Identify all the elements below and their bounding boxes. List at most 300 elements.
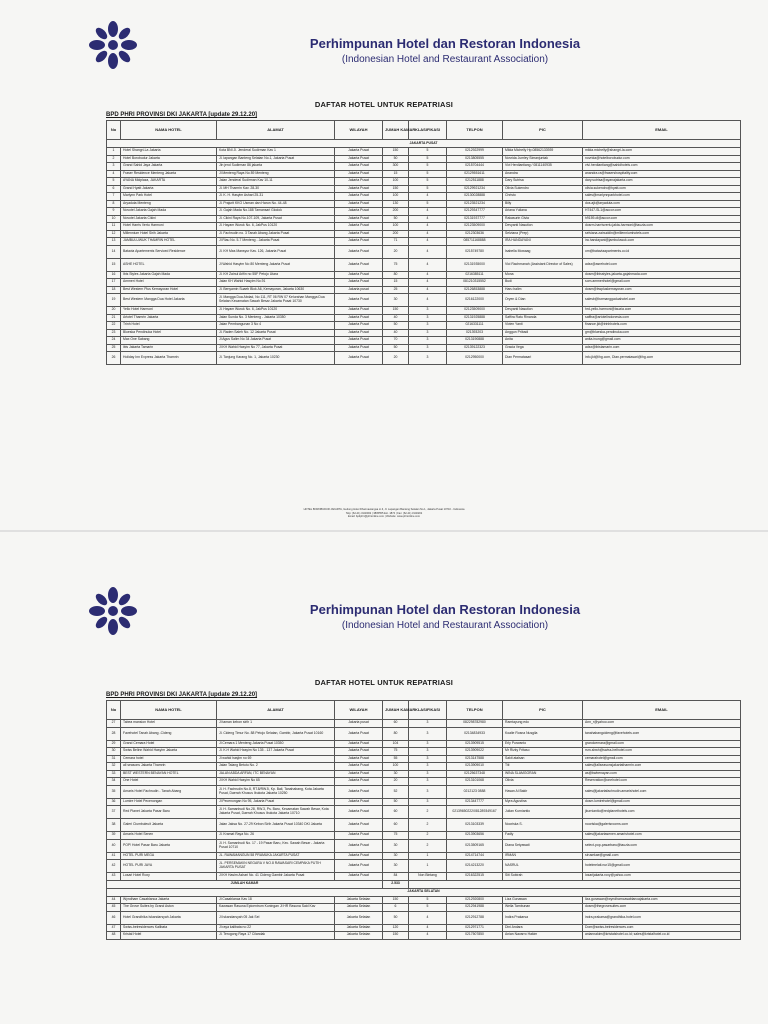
cell-pic: Rakasurin Givia [503, 215, 583, 223]
cell-phone: 0212971771 [447, 924, 503, 932]
cell-rooms: 30 [383, 860, 409, 873]
cell-rooms: 200 [383, 230, 409, 238]
hotel-table [106, 120, 741, 365]
cell-class: 3 [409, 748, 447, 756]
cell-address: Jl taman kebon sirih 1 [217, 720, 335, 728]
cell-no: 2 [107, 155, 121, 163]
cell-no: 20 [107, 307, 121, 315]
hotel-table [106, 700, 741, 940]
cell-email[interactable]: info.jkt@ihg.com, Dian.permatasari@ihg.com [583, 352, 741, 365]
cell-address: Jl KH Wahid Hasyim No 65 [217, 778, 335, 786]
cell-phone: 021393203 [447, 329, 503, 337]
cell-address: Jl Riau No. 5-7 Menteng - Jakarta Pusat [217, 238, 335, 246]
table-row [107, 896, 741, 904]
cell-class: 3 [409, 763, 447, 771]
cell-address: Jl. Hayam Wuruk No. 6, JakPus 10120 [217, 223, 335, 231]
cell-class: 4 [409, 223, 447, 231]
phri-logo-icon [88, 586, 138, 636]
cell-hotel-name: Batavia Apartements Serviced Residence [121, 245, 217, 258]
cell-email[interactable]: losarijakarta.roxy@yahoo.com [583, 873, 741, 881]
cell-hotel-name: AYANA Midplaza, JAKARTA [121, 178, 217, 186]
cell-region: Jakarta Pusat [335, 208, 383, 216]
cell-email[interactable]: h9159-dl@accor.com [583, 215, 741, 223]
table-row [107, 748, 741, 756]
column-header: JUMAH KAMAR [383, 121, 409, 140]
cell-class: 3 [409, 352, 447, 365]
table-row [107, 727, 741, 740]
cell-address: Jl. H. Samanhudi No. 17 - 19 Pasar Baru, Kec. Sawah Besar - Jakarta Pusat 10710 [217, 839, 335, 852]
cell-address: JL. PERSEMAKIN NEGARA V NO.8 RAWASARI CEMPAKA PUTIH JAKARTA PUSAT [217, 860, 335, 873]
cell-address: Jalan Talang Betutu No. 2 [217, 763, 335, 771]
cell-region: Jakarta Pusat [335, 185, 383, 193]
cell-region: Jakarta Pusat [335, 314, 383, 322]
cell-pic: Anggun Pribadi [503, 329, 583, 337]
document-subtitle: BPD PHRI PROVINSI DKI JAKARTA [update 29.12.20] [106, 112, 258, 118]
cell-pic: Ramtayung edo [503, 720, 583, 728]
table-row [107, 763, 741, 771]
cell-email[interactable]: om@bataviaapartments.co.id [583, 245, 741, 258]
cell-rooms: 300 [383, 163, 409, 171]
cell-email[interactable]: salesb@bwmanggaduahotel.com [583, 294, 741, 307]
cell-hotel-name: BEST WESTERN BENAYAN HOTEL [121, 770, 217, 778]
cell-email[interactable]: grandcemara@gmail.com [583, 740, 741, 748]
cell-email[interactable]: milda.michelly@shangri-la.com [583, 148, 741, 156]
table-row [107, 839, 741, 852]
column-header: No [107, 701, 121, 720]
cell-class: 2 [409, 839, 447, 852]
cell-email[interactable]: som.ammerihotel@gmail.com [583, 279, 741, 287]
cell-email[interactable]: dosm.lumirehotel@gmail.com [583, 798, 741, 806]
cell-pic: Olivia [503, 778, 583, 786]
cell-no: 13 [107, 238, 121, 246]
cell-address: Jl wahid hasjim no 69 [217, 755, 335, 763]
cell-rooms: 25 [383, 286, 409, 294]
cell-class: 5 [409, 148, 447, 156]
cell-email[interactable]: H7447-SL1@accor.com [583, 208, 741, 216]
cell-phone: 02131925888 [447, 314, 503, 322]
cell-class: Non Bintang [409, 873, 447, 881]
table-row [107, 860, 741, 873]
table-row [107, 329, 741, 337]
column-header: PIC [503, 121, 583, 140]
cell-hotel-name: Trinh Hotel [121, 322, 217, 330]
table-row [107, 322, 741, 330]
cell-region: Jakarta Pusat [335, 258, 383, 271]
cell-phone: 0216322515 [447, 873, 503, 881]
region-header-row [107, 140, 741, 148]
cell-region: Jakarta Pusat [335, 873, 383, 881]
cell-pic: Sakti atalsan [503, 755, 583, 763]
cell-email[interactable]: dosm@ibisstyles-jakarta-gajahmada.com [583, 271, 741, 279]
letterhead [200, 36, 690, 65]
cell-region: Jakarta Pusat [335, 798, 383, 806]
cell-email[interactable]: anita.inung@gmail.com [583, 337, 741, 345]
table-row [107, 185, 741, 193]
cell-hotel-name: Ibis Styles Jakarta Gajah Mada [121, 271, 217, 279]
cell-hotel-name: Marlynn Park Hotel [121, 193, 217, 201]
cell-phone: 085711168888 [447, 238, 503, 246]
table-row [107, 344, 741, 352]
cell-email[interactable]: sales@jakartasenen.amarishotel.com [583, 832, 741, 840]
cell-no: 35 [107, 785, 121, 798]
cell-rooms: 60 [383, 720, 409, 728]
cell-rooms: 30 [383, 852, 409, 860]
cell-rooms: 130 [383, 200, 409, 208]
cell-email[interactable]: Dom@swiss-belresidences.com [583, 924, 741, 932]
cell-class: 4 [409, 208, 447, 216]
cell-pic: Fadly [503, 832, 583, 840]
table-row [107, 200, 741, 208]
cell-email[interactable]: olivia.sukendro@hyatt.com [583, 185, 741, 193]
cell-no: 32 [107, 763, 121, 771]
cell-email[interactable]: Reservation@onehotel.com [583, 778, 741, 786]
cell-email[interactable]: dary.sutrisa@ayanajakarta.com [583, 178, 741, 186]
cell-no: 44 [107, 896, 121, 904]
document-page-2 [0, 532, 768, 1024]
cell-class: 4 [409, 245, 447, 258]
cell-no: 29 [107, 740, 121, 748]
cell-email[interactable]: hotelmelati.nur15@gmail.com [583, 860, 741, 873]
cell-no: 10 [107, 215, 121, 223]
cell-address: Jl. Prajurit KKO Usman dan Harun No. 44-48 [217, 200, 335, 208]
cell-class: 3 [409, 720, 447, 728]
cell-email[interactable]: nooriska@galerisrooms.com [583, 819, 741, 832]
letterhead-footer [200, 508, 568, 519]
cell-hotel-name: Swiss-belresidences Kalibata [121, 924, 217, 932]
cell-phone: 0212941988 [447, 904, 503, 912]
cell-phone: 0214213220 [447, 860, 503, 873]
cell-class: 3 [409, 778, 447, 786]
cell-email[interactable]: indra.prakarsa@grandhika-hotel.com [583, 911, 741, 924]
cell-region: Jakarta Pusat [335, 223, 383, 231]
cell-address: Jl. K. H. Hasyim Ashari 25-31 [217, 193, 335, 201]
cell-address: Jl Menteng Raya No 89 Menteng [217, 170, 335, 178]
table-row [107, 904, 741, 912]
cell-address: Jl Wahid Hasyim No 80 Menteng Jakarta Pusat [217, 258, 335, 271]
cell-email[interactable]: sales@marlynnparkhotel.com [583, 193, 741, 201]
table-row [107, 911, 741, 924]
cell-rooms: 40 [383, 329, 409, 337]
cell-no: 42 [107, 860, 121, 873]
cell-rooms: 20 [383, 778, 409, 786]
cell-phone: 0216331111 [447, 322, 503, 330]
cell-region: Jakarta Pusat [335, 230, 383, 238]
cell-email[interactable]: rsm-sbwh@swiss-belhotel.com [583, 748, 741, 756]
cell-hotel-name: Millennium Hotel Sirih Jakarta [121, 230, 217, 238]
cell-class: 4 [409, 238, 447, 246]
letterhead [200, 602, 690, 631]
table-row [107, 740, 741, 748]
cell-no: 5 [107, 178, 121, 186]
cell-address: Jl Pecenongan No 95, Jakarta Pusat [217, 798, 335, 806]
cell-pic: Anandra [503, 170, 583, 178]
table-row [107, 785, 741, 798]
cell-class: 3 [409, 322, 447, 330]
cell-rooms: 71 [383, 238, 409, 246]
cell-address: Jl Agus Salim No 34 Jakarta Pusat [217, 337, 335, 345]
cell-email[interactable]: saffira@artotelindonesia.com [583, 314, 741, 322]
cell-phone: 0215749780 [447, 245, 503, 258]
cell-class: 3 [409, 770, 447, 778]
cell-email[interactable]: adsx@asrehotel.com [583, 258, 741, 271]
cell-email[interactable]: sales@allseasonsjakartathamrin.com [583, 763, 741, 771]
cell-email[interactable]: sales@jakartafachrudin.amarishotel.com [583, 785, 741, 798]
table-row [107, 314, 741, 322]
cell-hotel-name: Hotel Shangri-La Jakarta [121, 148, 217, 156]
cell-hotel-name: Grand Hyatt Jakarta [121, 185, 217, 193]
cell-address: Jl KH Wahid Hasyim No 77, Jakarta Pusat [217, 344, 335, 352]
total-row [107, 880, 741, 888]
cell-region: Jakarta Pusat [335, 215, 383, 223]
cell-pic: Gracia Vega [503, 344, 583, 352]
cell-phone: 02129921234 [447, 185, 503, 193]
cell-pic: Wella Tambunan [503, 904, 583, 912]
total-label: JUMLAH KAMAR [107, 880, 383, 888]
cell-email[interactable]: tanahabangcideng@favehotels.com [583, 727, 741, 740]
cell-class: 4 [409, 932, 447, 940]
cell-email[interactable]: cemarahotel@gmail.com [583, 755, 741, 763]
cell-phone: 0213509165 [447, 839, 503, 852]
cell-rooms: 50 [383, 798, 409, 806]
cell-no: 43 [107, 873, 121, 881]
cell-address: Jl. Benyamin Suaeb Blok A6, Kemayoran, Jakarta 10630 [217, 286, 335, 294]
cell-pic: NASRUL [503, 860, 583, 873]
cell-pic: Devyanti Nasution [503, 307, 583, 315]
cell-email[interactable]: as@bwbenayan.com [583, 770, 741, 778]
cell-email[interactable]: anandra.ra@frasershospitality.com [583, 170, 741, 178]
cell-class: 3 [409, 755, 447, 763]
cell-pic: Dian Permatasari [503, 352, 583, 365]
cell-region: Jakarta Pusat [335, 852, 383, 860]
cell-no: 24 [107, 337, 121, 345]
cell-class: 3 [409, 798, 447, 806]
cell-email[interactable]: Ann_r@yahoo.com [583, 720, 741, 728]
cell-no: 14 [107, 245, 121, 258]
cell-no: 21 [107, 314, 121, 322]
cell-address: JALAN ABDA ARFAN, ITC BENAYAN [217, 770, 335, 778]
cell-address: Jalan KH Wahid Hasyim No.91 [217, 279, 335, 287]
cell-email[interactable]: vivi.herdiantiang@sahidhotels.com [583, 163, 741, 171]
cell-rooms: 75 [383, 832, 409, 840]
table-header-row [107, 121, 741, 140]
table-row [107, 307, 741, 315]
table-row [107, 294, 741, 307]
table-row [107, 271, 741, 279]
cell-email[interactable]: adsx@ibistamarin.com [583, 344, 741, 352]
cell-address: Jl Casablanca Kav 18 [217, 896, 335, 904]
cell-region: Jakarta Pusat [335, 819, 383, 832]
cell-rooms: 150 [383, 185, 409, 193]
table-row [107, 193, 741, 201]
cell-phone: 0214714744 [447, 852, 503, 860]
cell-email[interactable]: dos.ajk@aryaduta.com [583, 200, 741, 208]
cell-address: Jl. KH Zainul Arifin no 55F Petojo Utara [217, 271, 335, 279]
cell-hotel-name: JAMBULUWUK THAMRIN HOTEL [121, 238, 217, 246]
cell-class: 4 [409, 258, 447, 271]
total-value: 2.533 [383, 880, 409, 888]
org-name: Perhimpunan Hotel dan Restoran Indonesia [309, 602, 581, 617]
cell-region: Jakarta Selatan [335, 904, 383, 912]
cell-hotel-name: Cemara hotel [121, 755, 217, 763]
cell-email[interactable]: selviana.zainuddin@millenniumhotels.com [583, 230, 741, 238]
cell-rooms: 104 [383, 740, 409, 748]
cell-hotel-name: Best Western Plus Kemayoran Hotel [121, 286, 217, 294]
cell-phone: 0216122000 [447, 294, 503, 307]
table-row [107, 770, 741, 778]
cell-rooms: 30 [383, 294, 409, 307]
cell-email[interactable]: dosm@thegrovesuites.com [583, 904, 741, 912]
cell-hotel-name: Max One Sabang [121, 337, 217, 345]
column-header: WILAYAH [335, 121, 383, 140]
cell-phone: 02123521234 [447, 200, 503, 208]
cell-class: 4 [409, 911, 447, 924]
cell-class: 5 [409, 904, 447, 912]
cell-phone: 0213805555 [447, 155, 503, 163]
cell-email[interactable]: jkurniantio@redplanethotels.com [583, 806, 741, 819]
cell-class: 3 [409, 329, 447, 337]
cell-no: 40 [107, 839, 121, 852]
cell-no: 18 [107, 286, 121, 294]
column-header: No [107, 121, 121, 140]
column-header: ALAMAT [217, 121, 335, 140]
cell-phone: 02129347777 [447, 208, 503, 216]
region-label: JAKARTA SELATAN [107, 888, 741, 896]
cell-rooms: 75 [383, 258, 409, 271]
cell-email[interactable]: sirusekae@gmail.com [583, 852, 741, 860]
table-row [107, 170, 741, 178]
cell-pic: Christo [503, 193, 583, 201]
cell-email[interactable]: finance.jkt@trinhhotels.com [583, 322, 741, 330]
cell-class: 2 [409, 832, 447, 840]
table-row [107, 873, 741, 881]
cell-address: Jl. KH Mas Mansyur Kav. 126, Jakarta Pusat [217, 245, 335, 258]
table-row [107, 852, 741, 860]
cell-class: 2 [409, 806, 447, 819]
cell-address: Jl raya kalibata no 22 [217, 924, 335, 932]
cell-region: Jakarta Pusat [335, 740, 383, 748]
cell-class: 5 [409, 170, 447, 178]
cell-email[interactable]: hrd-yello-harmoni@tauzia.com [583, 307, 741, 315]
cell-phone: 02139650222/081289349167 [447, 806, 503, 819]
cell-region: Jakarta Pusat [335, 860, 383, 873]
cell-rooms: 30 [383, 839, 409, 852]
cell-region: Jakarta Pusat [335, 763, 383, 771]
cell-address: JL. RAWAMANGUN 58 PRAMUKA JAKARTA PUSAT [217, 852, 335, 860]
cell-pic: Vivi Herdiantiang / 0811140935 [503, 163, 583, 171]
cell-phone: 0212303636 [447, 230, 503, 238]
cell-phone: 081210315552 [447, 279, 503, 287]
cell-rooms: 150 [383, 148, 409, 156]
cell-hotel-name: Amaris Hotel Senen [121, 832, 217, 840]
column-header: JUMAH KAMAR [383, 701, 409, 720]
cell-phone: 0212922999 [447, 148, 503, 156]
cell-email[interactable]: dosm@bwpluskemayoran.com [583, 286, 741, 294]
cell-rooms: 55 [383, 755, 409, 763]
cell-rooms: 150 [383, 932, 409, 940]
column-header: TELPON [447, 701, 503, 720]
cell-email[interactable]: liza.gunawan@wyndhamcasablancajakarta.com [583, 896, 741, 904]
table-row [107, 215, 741, 223]
table-row [107, 755, 741, 763]
cell-no: 39 [107, 832, 121, 840]
cell-address: Jl. Cideng Timur No. 88 Petojo Selatan, Gambir, Jakarta Pusat 10160 [217, 727, 335, 740]
cell-phone: 0213909515 [447, 740, 503, 748]
cell-hotel-name: Hotel Harris Vertu Harmoni [121, 223, 217, 231]
cell-hotel-name: Artotel Thamrin Jakarta [121, 314, 217, 322]
cell-region: Jakarta Pusat [335, 163, 383, 171]
column-header: ALAMAT [217, 701, 335, 720]
cell-address: Jalan Jenderal Sudirman Kav 10-11 [217, 178, 335, 186]
cell-phone: 02131937777 [447, 215, 503, 223]
cell-no: 3 [107, 163, 121, 171]
table-row [107, 238, 741, 246]
table-row [107, 832, 741, 840]
cell-rooms: 15 [383, 279, 409, 287]
cell-no: 47 [107, 924, 121, 932]
cell-email[interactable]: dosrm-harrisvertu.jakta-harmoni@tauzia.com [583, 223, 741, 231]
cell-region: Jakarta Pusat [335, 839, 383, 852]
table-header-row [107, 701, 741, 720]
cell-region: Jakarta pusat [335, 286, 383, 294]
cell-region: Jakarta Pusat [335, 155, 383, 163]
table-row [107, 258, 741, 271]
cell-no: 11 [107, 223, 121, 231]
cell-class: 5 [409, 896, 447, 904]
cell-hotel-name: Galeri Ciumbuleuit Jakarta [121, 819, 217, 832]
cell-class: 3 [409, 727, 447, 740]
cell-hotel-name: all seasons Jakarta Thamrin [121, 763, 217, 771]
table-row [107, 178, 741, 186]
cell-email[interactable]: gm@blueska-pendinuka.com [583, 329, 741, 337]
table-row [107, 798, 741, 806]
table-row [107, 819, 741, 832]
cell-region: Jakarta Pusat [335, 170, 383, 178]
cell-address: Jl KH Hasim Ashari No. 41 Cideng Gambir Jakarta Pusat [217, 873, 335, 881]
total-empty [409, 880, 741, 888]
cell-no: 25 [107, 344, 121, 352]
cell-pic: Titi [503, 763, 583, 771]
cell-email[interactable]: aniannakim@kristalshotel.co.id; sales@kristalhotel.co.id [583, 932, 741, 940]
table-row [107, 352, 741, 365]
cell-phone: 0212912788 [447, 911, 503, 924]
cell-email[interactable]: select-pop-pasarbaru@tauzia.com [583, 839, 741, 852]
cell-email[interactable]: novrida@hotelborobudur.com [583, 155, 741, 163]
cell-pic: Devyanti Nasution [503, 223, 583, 231]
phri-logo-icon [88, 20, 138, 70]
cell-pic: Mona [503, 271, 583, 279]
cell-pic: Siti Sobirah [503, 873, 583, 881]
cell-no: 31 [107, 755, 121, 763]
cell-region: Jakarta Pusat [335, 245, 383, 258]
cell-rooms: 30 [383, 770, 409, 778]
cell-hotel-name: ibis Jakarta Tamarin [121, 344, 217, 352]
cell-address: Kawasan Rasuna Epicentrum Kuningan Jl HR Rasuna Said Kav [217, 904, 335, 912]
cell-region: Jakarta Pusat [335, 785, 383, 798]
cell-no: 46 [107, 911, 121, 924]
cell-no: 27 [107, 720, 121, 728]
cell-class: 3 [409, 785, 447, 798]
table-row [107, 778, 741, 786]
cell-hotel-name: Yello Hotel Harmoni [121, 307, 217, 315]
cell-email[interactable]: ira.handayani@jambuluwuk.com [583, 238, 741, 246]
cell-rooms: 50 [383, 322, 409, 330]
cell-class: 4 [409, 286, 447, 294]
cell-phone: 02134834933 [447, 727, 503, 740]
table-body [107, 720, 741, 940]
cell-address: Jalan Jaksa No. 27-29 Kebon Sirih Jakarta Pusat 10340 DKI Jakarta [217, 819, 335, 832]
cell-class: 3 [409, 344, 447, 352]
org-english-name: (Indonesian Hotel and Restaurant Association) [341, 54, 549, 65]
